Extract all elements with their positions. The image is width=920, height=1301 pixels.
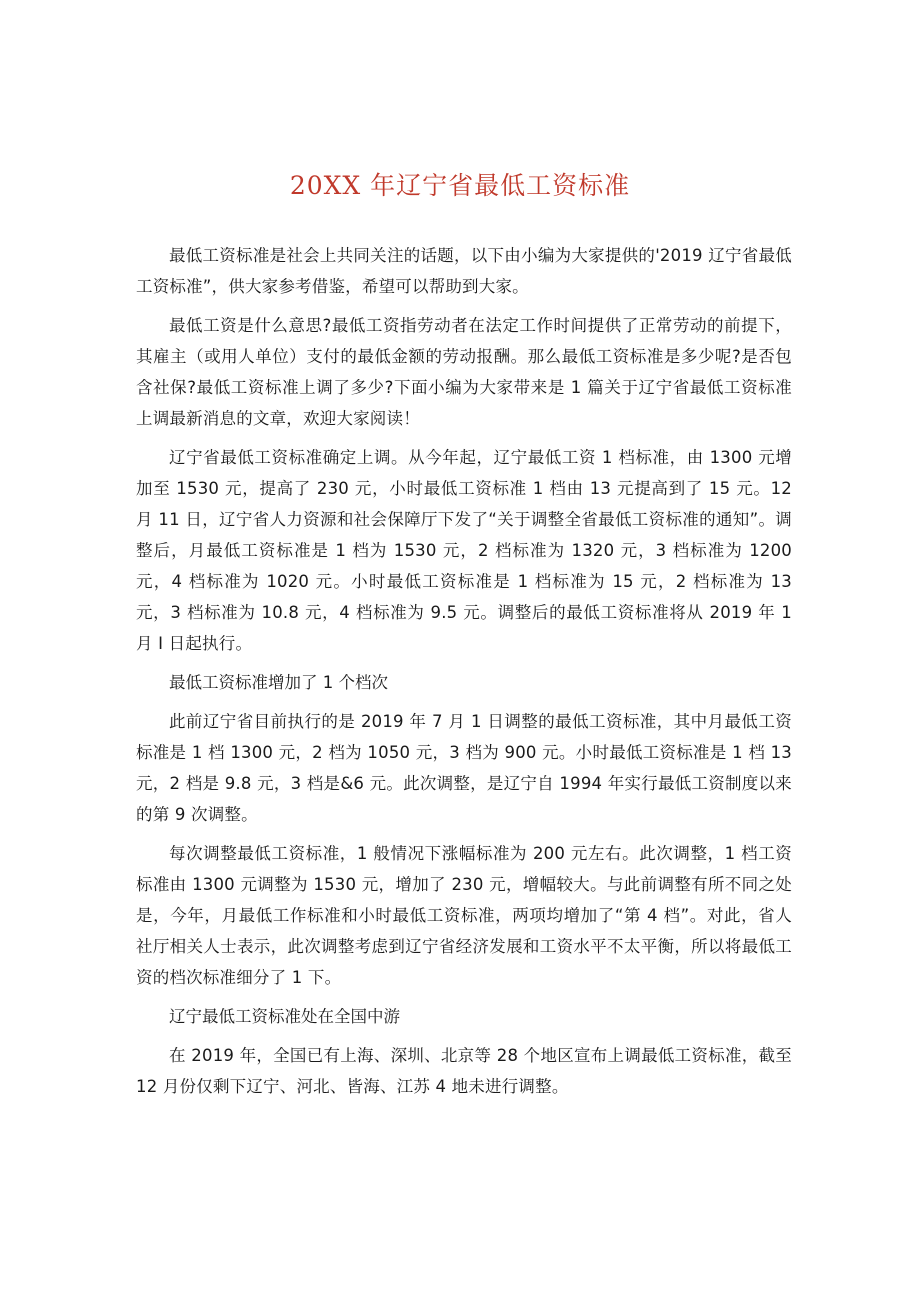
section-heading-new-tier: 最低工资标准增加了 1 个档次 [169, 673, 388, 692]
section-heading-national-rank: 辽宁最低工资标准处在全国中游 [169, 1007, 400, 1026]
paragraph-increase: 每次调整最低工资标准，1 般情况下涨幅标准为 200 元左右。此次调整，1 档工资标准由 1300 元调整为 1530 元，增加了 230 元，增幅较大。与此前调整有所不同之处是，今年，月最低工作标准和小时最低工资标准，两项均增加了“第 4 档”。对此，省人社厅相关人士表示，此次调整考虑到辽宁省经济发展和工资水平不太平衡，所以将最低工资的档次标准细分了 1 下。 [136, 844, 792, 987]
paragraph-definition: 最低工资是什么意思?最低工资指劳动者在法定工作时间提供了正常劳动的前提下，其雇主（或用人单位）支付的最低金额的劳动报酬。那么最低工资标准是多少呢?是否包含社保?最低工资标准上调了多少?下面小编为大家带来是 1 篇关于辽宁省最低工资标准上调最新消息的文章，欢迎大家阅读！ [136, 316, 792, 428]
document-body [136, 240, 792, 1110]
document-title: 20XX 年辽宁省最低工资标准 [289, 171, 631, 200]
paragraph-national: 在 2019 年，全国已有上海、深圳、北京等 28 个地区宣布上调最低工资标准，截至 12 月份仅剩下辽宁、河北、皆海、江苏 4 地未进行调整。 [136, 1046, 792, 1096]
paragraph-adjustment: 辽宁省最低工资标准确定上调。从今年起，辽宁最低工资 1 档标准，由 1300 元增加至 1530 元，提高了 230 元，小时最低工资标准 1 档由 13 元提高到了 15 元。12 月 11 日，辽宁省人力资源和社会保障厅下发了“关于调整全省最低工资标准的通知”。调整后，月最低工资标准是 1 档为 1530 元，2 档标准为 1320 元，3 档标准为 1200 元，4 档标准为 1020 元。小时最低工资标准是 1 档标准为 15 元，2 档标准为 13 元，3 档标准为 10.8 元，4 档标准为 9.5 元。调整后的最低工资标准将从 2019 年 1 月 I 日起执行。 [136, 448, 792, 653]
paragraph-intro: 最低工资标准是社会上共同关注的话题，以下由小编为大家提供的'2019 辽宁省最低工资标准”，供大家参考借鉴，希望可以帮助到大家。 [136, 246, 792, 296]
paragraph-previous-standard: 此前辽宁省目前执行的是 2019 年 7 月 1 日调整的最低工资标准，其中月最低工资标准是 1 档 1300 元，2 档为 1050 元，3 档为 900 元。小时最低工资标准是 1 档 13 元，2 档是 9.8 元，3 档是&6 元。此次调整，是辽宁自 1994 年实行最低工资制度以来的第 9 次调整。 [136, 712, 792, 824]
